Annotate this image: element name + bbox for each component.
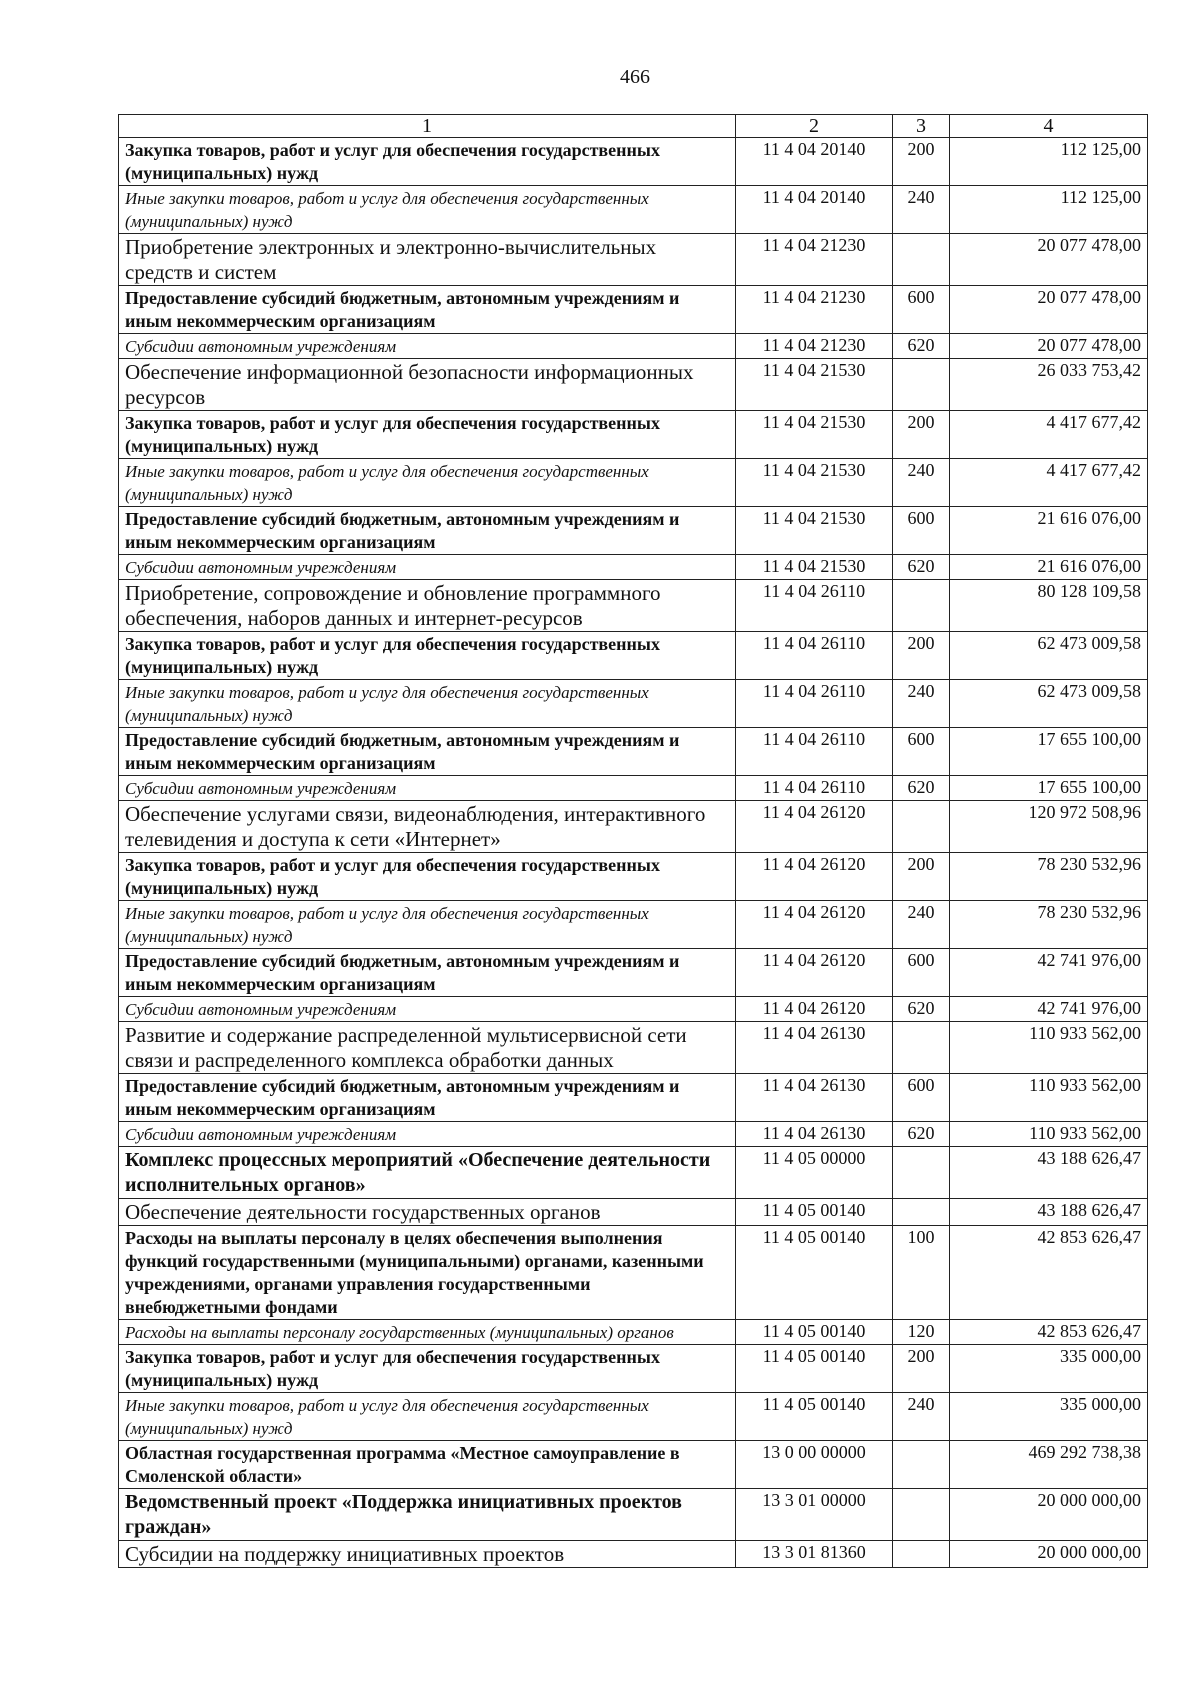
row-name-cell: Закупка товаров, работ и услуг для обеспечения государственных (муниципальных) нужд bbox=[119, 411, 736, 459]
row-type-cell bbox=[893, 1541, 950, 1568]
table-row bbox=[119, 1489, 1148, 1541]
page-number: 466 bbox=[620, 66, 650, 88]
row-name-cell: Субсидии автономным учреждениям bbox=[119, 334, 736, 359]
row-type-cell: 620 bbox=[893, 334, 950, 359]
row-name-cell: Областная государственная программа «Местное самоуправление в Смоленской области» bbox=[119, 1441, 736, 1489]
table-row bbox=[119, 901, 1148, 949]
table-body bbox=[119, 138, 1148, 1568]
row-name-cell: Приобретение, сопровождение и обновление программного обеспечения, наборов данных и интернет-ресурсов bbox=[119, 580, 736, 632]
row-amount-cell: 43 188 626,47 bbox=[950, 1147, 1148, 1199]
row-name-cell: Предоставление субсидий бюджетным, автономным учреждениям и иным некоммерческим организациям bbox=[119, 286, 736, 334]
row-amount-cell: 42 741 976,00 bbox=[950, 949, 1148, 997]
row-name-cell: Предоставление субсидий бюджетным, автономным учреждениям и иным некоммерческим организациям bbox=[119, 1074, 736, 1122]
row-type-cell bbox=[893, 1489, 950, 1541]
row-type-cell: 100 bbox=[893, 1226, 950, 1320]
column-header-2: 2 bbox=[736, 115, 893, 138]
table-row bbox=[119, 459, 1148, 507]
table-row bbox=[119, 186, 1148, 234]
row-type-cell: 600 bbox=[893, 1074, 950, 1122]
row-amount-cell: 335 000,00 bbox=[950, 1345, 1148, 1393]
row-name-cell: Обеспечение услугами связи, видеонаблюдения, интерактивного телевидения и доступа к сети «Интернет» bbox=[119, 801, 736, 853]
row-code-cell: 11 4 04 21530 bbox=[736, 359, 893, 411]
row-name-cell: Закупка товаров, работ и услуг для обеспечения государственных (муниципальных) нужд bbox=[119, 632, 736, 680]
table-row bbox=[119, 1345, 1148, 1393]
row-name-cell: Предоставление субсидий бюджетным, автономным учреждениям и иным некоммерческим организациям bbox=[119, 507, 736, 555]
row-amount-cell: 335 000,00 bbox=[950, 1393, 1148, 1441]
row-name-cell: Иные закупки товаров, работ и услуг для обеспечения государственных (муниципальных) нужд bbox=[119, 186, 736, 234]
column-header-4: 4 bbox=[950, 115, 1148, 138]
row-code-cell: 11 4 05 00140 bbox=[736, 1345, 893, 1393]
row-name-cell: Расходы на выплаты персоналу в целях обеспечения выполнения функций государственными (муниципальными) органами, казенными учреждениями, органами управления государственными внебюджетными фондами bbox=[119, 1226, 736, 1320]
row-name-cell: Субсидии автономным учреждениям bbox=[119, 776, 736, 801]
row-name-cell: Субсидии на поддержку инициативных проектов bbox=[119, 1541, 736, 1568]
row-type-cell: 200 bbox=[893, 1345, 950, 1393]
table-row bbox=[119, 1320, 1148, 1345]
row-name-cell: Закупка товаров, работ и услуг для обеспечения государственных (муниципальных) нужд bbox=[119, 1345, 736, 1393]
table-row bbox=[119, 1541, 1148, 1568]
row-amount-cell: 78 230 532,96 bbox=[950, 853, 1148, 901]
table-row bbox=[119, 801, 1148, 853]
row-code-cell: 11 4 05 00140 bbox=[736, 1199, 893, 1226]
table-row bbox=[119, 580, 1148, 632]
row-code-cell: 11 4 04 26120 bbox=[736, 801, 893, 853]
table-row bbox=[119, 949, 1148, 997]
column-header-3: 3 bbox=[893, 115, 950, 138]
row-type-cell: 200 bbox=[893, 138, 950, 186]
row-amount-cell: 112 125,00 bbox=[950, 186, 1148, 234]
row-name-cell: Субсидии автономным учреждениям bbox=[119, 997, 736, 1022]
row-name-cell: Иные закупки товаров, работ и услуг для обеспечения государственных (муниципальных) нужд bbox=[119, 459, 736, 507]
row-amount-cell: 469 292 738,38 bbox=[950, 1441, 1148, 1489]
row-code-cell: 13 3 01 81360 bbox=[736, 1541, 893, 1568]
row-code-cell: 11 4 04 21530 bbox=[736, 459, 893, 507]
row-code-cell: 11 4 04 21230 bbox=[736, 286, 893, 334]
row-amount-cell: 62 473 009,58 bbox=[950, 680, 1148, 728]
row-amount-cell: 43 188 626,47 bbox=[950, 1199, 1148, 1226]
row-name-cell: Субсидии автономным учреждениям bbox=[119, 1122, 736, 1147]
table-row bbox=[119, 555, 1148, 580]
row-amount-cell: 20 077 478,00 bbox=[950, 334, 1148, 359]
row-amount-cell: 42 853 626,47 bbox=[950, 1226, 1148, 1320]
row-code-cell: 11 4 04 26130 bbox=[736, 1122, 893, 1147]
table-row bbox=[119, 234, 1148, 286]
row-code-cell: 11 4 04 21230 bbox=[736, 334, 893, 359]
row-code-cell: 13 0 00 00000 bbox=[736, 1441, 893, 1489]
row-type-cell: 240 bbox=[893, 459, 950, 507]
row-type-cell: 600 bbox=[893, 286, 950, 334]
row-code-cell: 11 4 04 21530 bbox=[736, 411, 893, 459]
row-code-cell: 11 4 04 26110 bbox=[736, 776, 893, 801]
table-row bbox=[119, 1199, 1148, 1226]
table-row bbox=[119, 1393, 1148, 1441]
row-amount-cell: 17 655 100,00 bbox=[950, 728, 1148, 776]
row-amount-cell: 26 033 753,42 bbox=[950, 359, 1148, 411]
row-amount-cell: 20 000 000,00 bbox=[950, 1541, 1148, 1568]
row-amount-cell: 20 077 478,00 bbox=[950, 234, 1148, 286]
row-code-cell: 11 4 04 26120 bbox=[736, 901, 893, 949]
row-type-cell: 600 bbox=[893, 728, 950, 776]
row-code-cell: 11 4 05 00000 bbox=[736, 1147, 893, 1199]
row-name-cell: Обеспечение информационной безопасности информационных ресурсов bbox=[119, 359, 736, 411]
table-header-row bbox=[119, 115, 1148, 138]
row-amount-cell: 20 077 478,00 bbox=[950, 286, 1148, 334]
row-code-cell: 11 4 04 26120 bbox=[736, 949, 893, 997]
row-type-cell bbox=[893, 359, 950, 411]
row-type-cell: 600 bbox=[893, 949, 950, 997]
row-code-cell: 13 3 01 00000 bbox=[736, 1489, 893, 1541]
row-name-cell: Ведомственный проект «Поддержка инициативных проектов граждан» bbox=[119, 1489, 736, 1541]
row-name-cell: Иные закупки товаров, работ и услуг для обеспечения государственных (муниципальных) нужд bbox=[119, 680, 736, 728]
row-name-cell: Субсидии автономным учреждениям bbox=[119, 555, 736, 580]
table-row bbox=[119, 286, 1148, 334]
table-row bbox=[119, 1022, 1148, 1074]
row-name-cell: Иные закупки товаров, работ и услуг для обеспечения государственных (муниципальных) нужд bbox=[119, 1393, 736, 1441]
row-amount-cell: 4 417 677,42 bbox=[950, 459, 1148, 507]
row-code-cell: 11 4 04 21530 bbox=[736, 555, 893, 580]
row-amount-cell: 62 473 009,58 bbox=[950, 632, 1148, 680]
row-code-cell: 11 4 04 26120 bbox=[736, 853, 893, 901]
row-code-cell: 11 4 04 21230 bbox=[736, 234, 893, 286]
row-type-cell: 620 bbox=[893, 776, 950, 801]
table-row bbox=[119, 1147, 1148, 1199]
row-name-cell: Предоставление субсидий бюджетным, автономным учреждениям и иным некоммерческим организациям bbox=[119, 949, 736, 997]
row-code-cell: 11 4 04 21530 bbox=[736, 507, 893, 555]
row-amount-cell: 80 128 109,58 bbox=[950, 580, 1148, 632]
row-code-cell: 11 4 04 26120 bbox=[736, 997, 893, 1022]
row-code-cell: 11 4 05 00140 bbox=[736, 1226, 893, 1320]
row-amount-cell: 110 933 562,00 bbox=[950, 1022, 1148, 1074]
row-amount-cell: 120 972 508,96 bbox=[950, 801, 1148, 853]
row-name-cell: Расходы на выплаты персоналу государственных (муниципальных) органов bbox=[119, 1320, 736, 1345]
table-row bbox=[119, 507, 1148, 555]
row-code-cell: 11 4 04 26130 bbox=[736, 1074, 893, 1122]
row-type-cell: 240 bbox=[893, 186, 950, 234]
row-name-cell: Закупка товаров, работ и услуг для обеспечения государственных (муниципальных) нужд bbox=[119, 853, 736, 901]
row-amount-cell: 42 853 626,47 bbox=[950, 1320, 1148, 1345]
table-row bbox=[119, 138, 1148, 186]
row-amount-cell: 17 655 100,00 bbox=[950, 776, 1148, 801]
row-code-cell: 11 4 05 00140 bbox=[736, 1320, 893, 1345]
row-amount-cell: 4 417 677,42 bbox=[950, 411, 1148, 459]
row-amount-cell: 21 616 076,00 bbox=[950, 555, 1148, 580]
row-type-cell bbox=[893, 234, 950, 286]
row-amount-cell: 21 616 076,00 bbox=[950, 507, 1148, 555]
row-type-cell bbox=[893, 580, 950, 632]
table-row bbox=[119, 680, 1148, 728]
row-amount-cell: 42 741 976,00 bbox=[950, 997, 1148, 1022]
row-type-cell: 240 bbox=[893, 1393, 950, 1441]
row-amount-cell: 110 933 562,00 bbox=[950, 1074, 1148, 1122]
row-type-cell: 240 bbox=[893, 680, 950, 728]
row-code-cell: 11 4 04 26110 bbox=[736, 632, 893, 680]
row-code-cell: 11 4 04 20140 bbox=[736, 138, 893, 186]
table-row bbox=[119, 1074, 1148, 1122]
row-type-cell bbox=[893, 1147, 950, 1199]
row-code-cell: 11 4 04 26110 bbox=[736, 728, 893, 776]
row-amount-cell: 78 230 532,96 bbox=[950, 901, 1148, 949]
table-row bbox=[119, 728, 1148, 776]
table-row bbox=[119, 334, 1148, 359]
row-type-cell: 120 bbox=[893, 1320, 950, 1345]
table-row bbox=[119, 411, 1148, 459]
row-type-cell: 200 bbox=[893, 411, 950, 459]
row-type-cell bbox=[893, 1199, 950, 1226]
row-type-cell: 620 bbox=[893, 1122, 950, 1147]
row-type-cell: 620 bbox=[893, 997, 950, 1022]
row-code-cell: 11 4 04 26110 bbox=[736, 680, 893, 728]
table-row bbox=[119, 359, 1148, 411]
row-code-cell: 11 4 05 00140 bbox=[736, 1393, 893, 1441]
row-name-cell: Комплекс процессных мероприятий «Обеспечение деятельности исполнительных органов» bbox=[119, 1147, 736, 1199]
row-type-cell: 200 bbox=[893, 632, 950, 680]
column-header-1: 1 bbox=[119, 115, 736, 138]
row-type-cell: 240 bbox=[893, 901, 950, 949]
row-amount-cell: 112 125,00 bbox=[950, 138, 1148, 186]
row-type-cell: 200 bbox=[893, 853, 950, 901]
table-row bbox=[119, 1226, 1148, 1320]
table-row bbox=[119, 1122, 1148, 1147]
row-name-cell: Закупка товаров, работ и услуг для обеспечения государственных (муниципальных) нужд bbox=[119, 138, 736, 186]
row-name-cell: Предоставление субсидий бюджетным, автономным учреждениям и иным некоммерческим организациям bbox=[119, 728, 736, 776]
table-row bbox=[119, 997, 1148, 1022]
budget-table bbox=[118, 114, 1148, 1568]
row-name-cell: Обеспечение деятельности государственных органов bbox=[119, 1199, 736, 1226]
row-type-cell bbox=[893, 1441, 950, 1489]
row-type-cell: 600 bbox=[893, 507, 950, 555]
row-name-cell: Приобретение электронных и электронно-вычислительных средств и систем bbox=[119, 234, 736, 286]
row-code-cell: 11 4 04 26130 bbox=[736, 1022, 893, 1074]
row-amount-cell: 110 933 562,00 bbox=[950, 1122, 1148, 1147]
row-type-cell bbox=[893, 801, 950, 853]
table-row bbox=[119, 776, 1148, 801]
row-amount-cell: 20 000 000,00 bbox=[950, 1489, 1148, 1541]
table-row bbox=[119, 1441, 1148, 1489]
row-code-cell: 11 4 04 20140 bbox=[736, 186, 893, 234]
row-type-cell: 620 bbox=[893, 555, 950, 580]
table-row bbox=[119, 853, 1148, 901]
row-name-cell: Иные закупки товаров, работ и услуг для обеспечения государственных (муниципальных) нужд bbox=[119, 901, 736, 949]
row-code-cell: 11 4 04 26110 bbox=[736, 580, 893, 632]
row-type-cell bbox=[893, 1022, 950, 1074]
table-row bbox=[119, 632, 1148, 680]
row-name-cell: Развитие и содержание распределенной мультисервисной сети связи и распределенного комплекса обработки данных bbox=[119, 1022, 736, 1074]
